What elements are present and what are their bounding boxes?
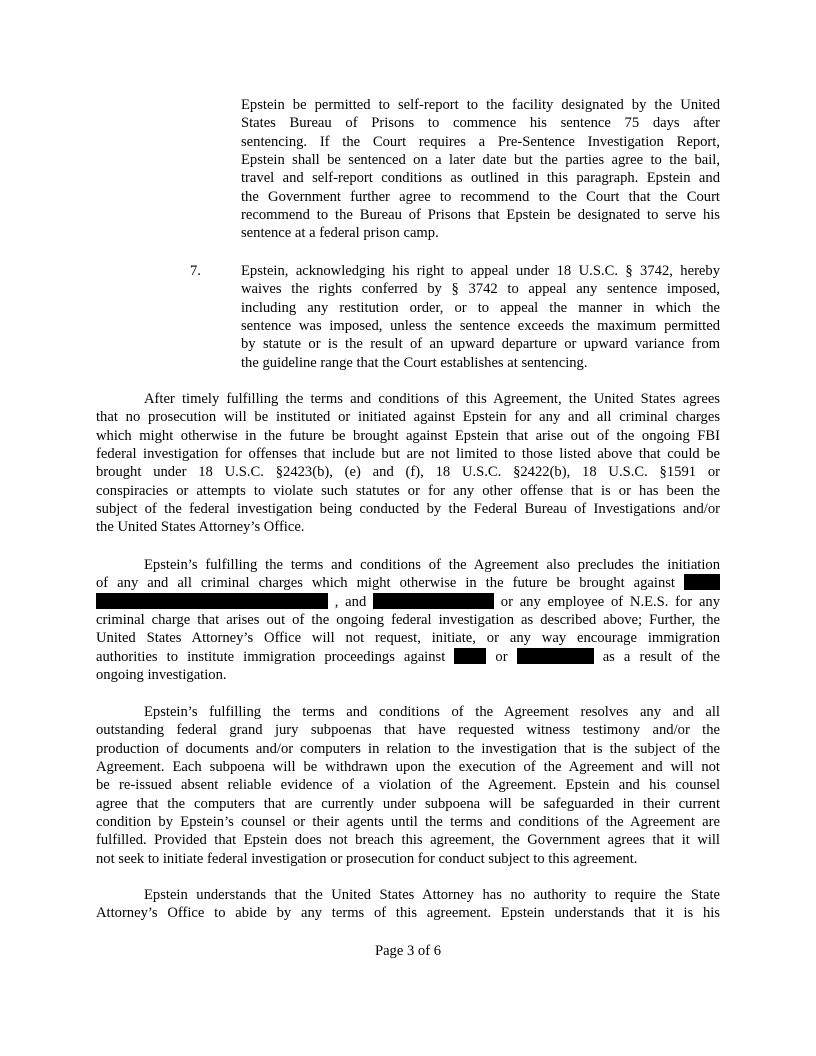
text-line: travel and self-report conditions as outlined in this paragraph. Epstein and (241, 170, 720, 187)
text-line: which might otherwise in the future be brought against Epstein that arise out of the ongoing FBI (96, 427, 720, 444)
text-line: Epstein’s fulfilling the terms and conditions of the Agreement also precludes the initiation (144, 557, 720, 573)
text-line: federal investigation for offenses that include but are not limited to those listed above that could be (96, 446, 720, 463)
text-line (96, 574, 720, 592)
text-line: After timely fulfilling the terms and conditions of this Agreement, the United States agrees (144, 391, 720, 407)
page-number: Page 3 of 6 (374, 943, 442, 959)
text-line: sentence at a federal prison camp. (241, 225, 439, 242)
text-line: agree that the computers that are currently under subpoena will be safeguarded in their current (96, 795, 720, 812)
text-line: brought under 18 U.S.C. §2423(b), (e) and (f), 18 U.S.C. §2422(b), 18 U.S.C. §1591 or (96, 464, 720, 481)
redaction-box (454, 648, 486, 664)
text-line: sentencing. If the Court requires a Pre-Sentence Investigation Report, (241, 133, 720, 150)
text-segment: or any employee of N.E.S. for any (500, 593, 721, 610)
text-line: outstanding federal grand jury subpoenas that have requested witness testimony and/or the (96, 722, 720, 739)
text-line: Epstein be permitted to self-report to the facility designated by the United (241, 97, 720, 113)
text-line: subject of the federal investigation being conducted by the Federal Bureau of Investigations and/or (96, 501, 720, 518)
text-line: sentence was imposed, unless the sentence exceeds the maximum permitted (241, 318, 720, 335)
redaction-box (684, 574, 720, 590)
text-line: production of documents and/or computers in relation to the investigation that is the subject of the (96, 740, 720, 757)
text-line: fulfilled. Provided that Epstein does not breach this agreement, the Government agrees that it will (96, 832, 720, 849)
redaction-box (517, 648, 594, 664)
text-line: the Government further agree to recommend to the Court that the Court (241, 188, 720, 205)
text-line: be re-issued absent reliable evidence of a violation of the Agreement. Epstein and his counsel (96, 777, 720, 794)
redaction-box (373, 593, 494, 609)
text-line (96, 593, 720, 611)
text-line: United States Attorney’s Office will not request, initiate, or any way encourage immigration (96, 630, 720, 647)
item-number: 7. (190, 263, 201, 279)
text-line: not seek to initiate federal investigation or prosecution for conduct subject to this agreement. (96, 850, 638, 867)
text-line: Epstein shall be sentenced on a later date but the parties agree to the bail, (241, 152, 720, 169)
text-segment: , and (334, 593, 367, 610)
text-line: by statute or is the result of an upward departure or upward variance from (241, 336, 720, 353)
text-line: Attorney’s Office to abide by any terms of this agreement. Epstein understands that it is his (96, 905, 720, 922)
text-line: that no prosecution will be instituted or initiated against Epstein for any and all criminal charges (96, 409, 720, 426)
redaction-box (96, 593, 328, 609)
text-line: the guideline range that the Court establishes at sentencing. (241, 354, 588, 371)
text-segment: of any and all criminal charges which might otherwise in the future be brought against (96, 575, 675, 592)
text-segment: or (495, 648, 508, 665)
text-line: condition by Epstein’s counsel or their agents until the terms and conditions of the Agreement are (96, 814, 720, 831)
text-line: Epstein’s fulfilling the terms and conditions of the Agreement resolves any and all (144, 704, 720, 720)
text-line: Agreement. Each subpoena will be withdrawn upon the execution of the Agreement and will not (96, 759, 720, 776)
text-line: Epstein, acknowledging his right to appeal under 18 U.S.C. § 3742, hereby (241, 263, 720, 279)
text-line: Epstein understands that the United States Attorney has no authority to require the State (144, 887, 720, 903)
text-line: recommend to the Bureau of Prisons that Epstein be designated to serve his (241, 207, 720, 224)
text-segment: authorities to institute immigration proceedings against (96, 648, 446, 665)
text-segment: as a result of the (602, 648, 720, 665)
text-line: conspiracies or attempts to violate such statutes or for any other offense that is or has been the (96, 482, 720, 499)
text-line: ongoing investigation. (96, 667, 227, 684)
text-line (96, 648, 720, 666)
text-line: criminal charge that arises out of the ongoing federal investigation as described above; Further, the (96, 612, 720, 629)
text-line: including any restitution order, or to appeal the manner in which the (241, 299, 720, 316)
text-line: waives the rights conferred by § 3742 to appeal any sentence imposed, (241, 281, 720, 298)
text-line: the United States Attorney’s Office. (96, 519, 305, 536)
text-line: States Bureau of Prisons to commence his sentence 75 days after (241, 115, 720, 132)
